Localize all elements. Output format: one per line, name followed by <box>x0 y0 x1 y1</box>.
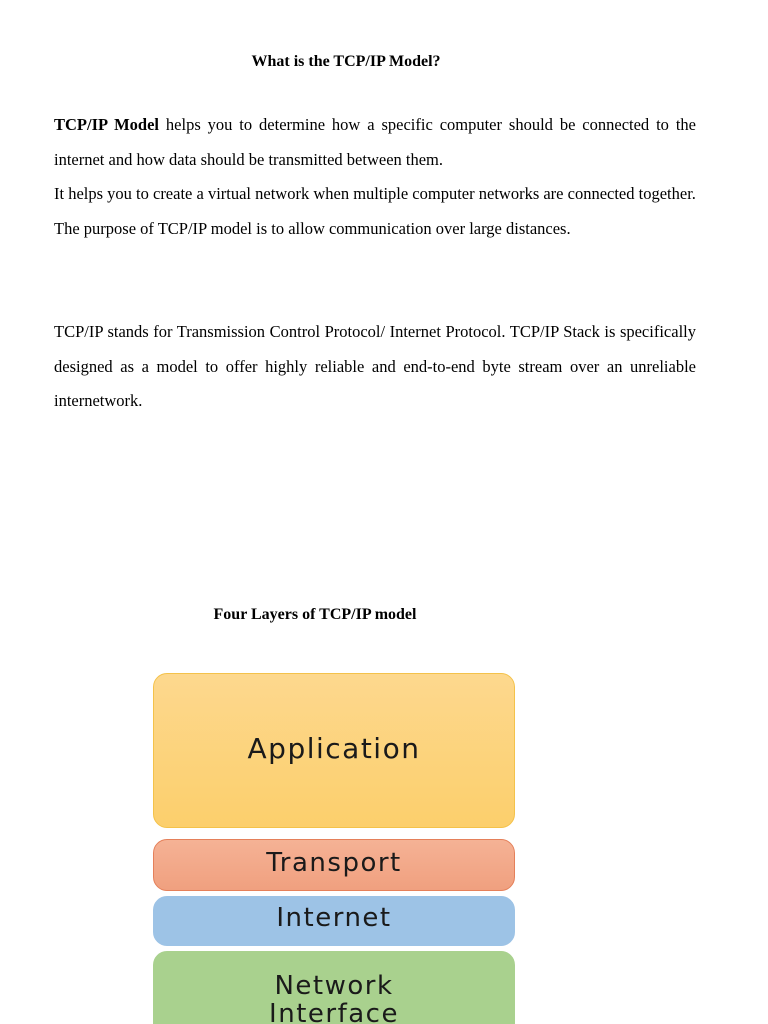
intro-text-block <box>54 108 696 246</box>
paragraph-1 <box>54 108 696 177</box>
page-title: What is the TCP/IP Model? <box>251 53 441 70</box>
layer-network-interface: Network Interface <box>153 951 515 1024</box>
paragraph-1-lead: TCP/IP Model <box>54 115 159 134</box>
layer-transport: Transport <box>153 839 515 891</box>
paragraph-4: TCP/IP stands for Transmission Control Protocol/ Internet Protocol. TCP/IP Stack is specifically designed as a model to offer highly reliable and end-to-end byte stream over an unreliable internetwork. <box>54 322 696 410</box>
definition-text-block <box>54 315 696 419</box>
layer-internet: Internet <box>153 896 515 946</box>
paragraph-3: The purpose of TCP/IP model is to allow communication over large distances. <box>54 218 571 238</box>
section-heading: Four Layers of TCP/IP model <box>213 606 417 623</box>
paragraph-1-rest: helps you to determine how a specific computer should be connected to the internet and how data should be transmitted between them. <box>54 115 696 169</box>
layer-application: Application <box>153 673 515 828</box>
paragraph-2: It helps you to create a virtual network when multiple computer networks are connected together. <box>54 184 696 203</box>
